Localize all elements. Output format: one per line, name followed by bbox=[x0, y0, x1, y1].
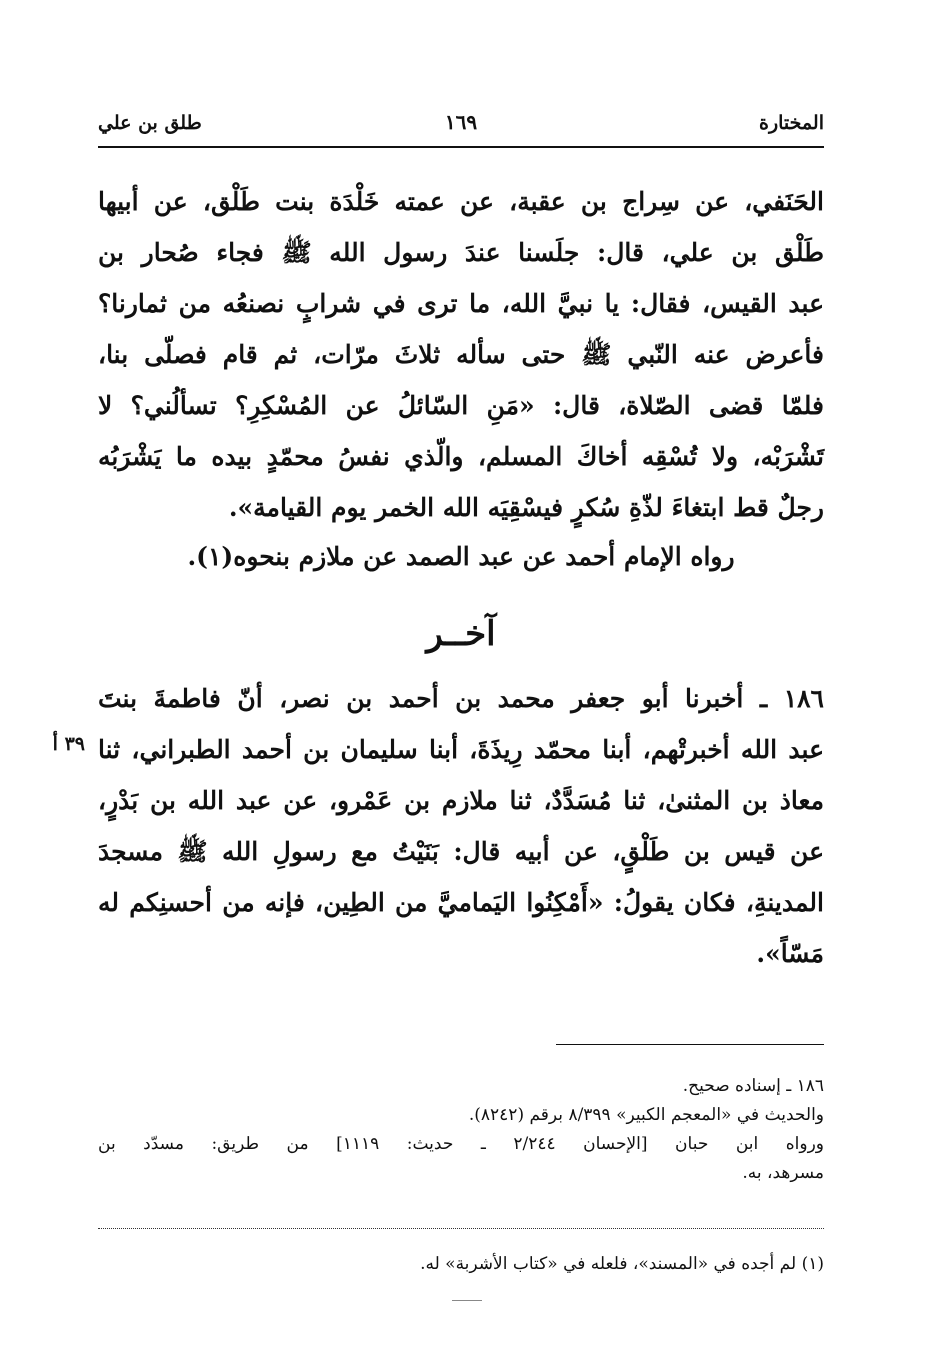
footnote-1 bbox=[98, 1250, 824, 1279]
page-header bbox=[98, 108, 824, 144]
footnote-block-186 bbox=[98, 1072, 824, 1188]
header-chapter-title: طلق بن علي bbox=[98, 112, 202, 134]
text-line: فأعرض عنه النّبي ﷺ حتى سأله ثلاثَ مرّات، ثم قام فصلّى بنا، bbox=[98, 340, 824, 369]
header-book-title: المختارة bbox=[759, 112, 824, 134]
section-heading: آخــر bbox=[426, 614, 496, 654]
hadith-paragraph-1 bbox=[98, 176, 824, 533]
text-line: الحَنَفي، عن سِراج بن عقبة، عن عمته خَلْدَة بنت طَلْق، عن أبيها bbox=[98, 187, 824, 216]
text-line: المدينةِ، فكان يقولُ: «أَمْكِنُوا اليَماميَّ من الطِين، فإنه من أحسنِكم له bbox=[98, 888, 824, 917]
manuscript-folio-note: ٣٩ أ bbox=[52, 733, 85, 755]
page-number: ١٦٩ bbox=[444, 110, 478, 134]
footnote-line: مسرهد، به. bbox=[742, 1163, 824, 1183]
text-line: مَسّاً». bbox=[756, 939, 824, 968]
hadith-paragraph-186 bbox=[98, 673, 824, 979]
text-line: رجلٌ قط ابتغاءَ لذّةِ سُكرٍ فيسْقِيَه الله الخمر يوم القيامة». bbox=[228, 493, 824, 522]
text-line: عبد القيس، فقال: يا نبيَّ الله، ما ترى في شرابٍ نصنعُه من ثمارنا؟ bbox=[98, 289, 824, 318]
text-line: عن قيس بن طَلْقٍ، عن أبيه قال: بَنَيْتُ مع رسولِ الله ﷺ مسجدَ bbox=[98, 837, 824, 866]
text-line: تَشْرَبْه، ولا تُسْقِه أخاكَ المسلم، والّذي نفسُ محمّدٍ بيده ما يَشْرَبُه bbox=[98, 442, 824, 471]
footnote-line: ورواه ابن حبان [الإحسان ٢/٢٤٤ ـ حديث: ١١١٩] من طريق: مسدّد بن bbox=[98, 1134, 825, 1154]
page-bottom-mark bbox=[452, 1300, 482, 1301]
footnote-rule bbox=[556, 1044, 824, 1045]
text-line: معاذ بن المثنىٰ، ثنا مُسَدَّدٌ، ثنا ملازم بن عَمْرو، عن عبد الله بن بَدْرٍ، bbox=[98, 786, 824, 815]
header-rule bbox=[98, 146, 824, 148]
footnote-dotted-separator bbox=[98, 1228, 824, 1229]
text-line: ١٨٦ ـ أخبرنا أبو جعفر محمد بن أحمد بن نصر، أنّ فاطمةَ بنتَ bbox=[98, 684, 824, 713]
narration-line: رواه الإمام أحمد عن عبد الصمد عن ملازم بنحوه(١). bbox=[187, 542, 735, 571]
text-line: عبد الله أخبرتْهم، أبنا محمّد رِيذَةَ، أبنا سليمان بن أحمد الطبراني، ثنا bbox=[98, 735, 824, 764]
text-line: طَلْق بن علي، قال: جلَسنا عندَ رسول الله ﷺ فجاء صُحار بن bbox=[98, 238, 824, 267]
footnote-line: (١) لم أجده في «المسند»، فلعله في «كتاب الأشربة» له. bbox=[420, 1254, 824, 1274]
footnote-line: ١٨٦ ـ إسناده صحيح. bbox=[682, 1076, 824, 1096]
text-line: فلمّا قضى الصّلاة، قال: «مَنِ السّائلُ عن المُسْكِرِ؟ تسألُني؟ لا bbox=[98, 391, 824, 420]
footnote-line: والحديث في «المعجم الكبير» ٨/٣٩٩ برقم (٨٢٤٢). bbox=[468, 1105, 824, 1125]
